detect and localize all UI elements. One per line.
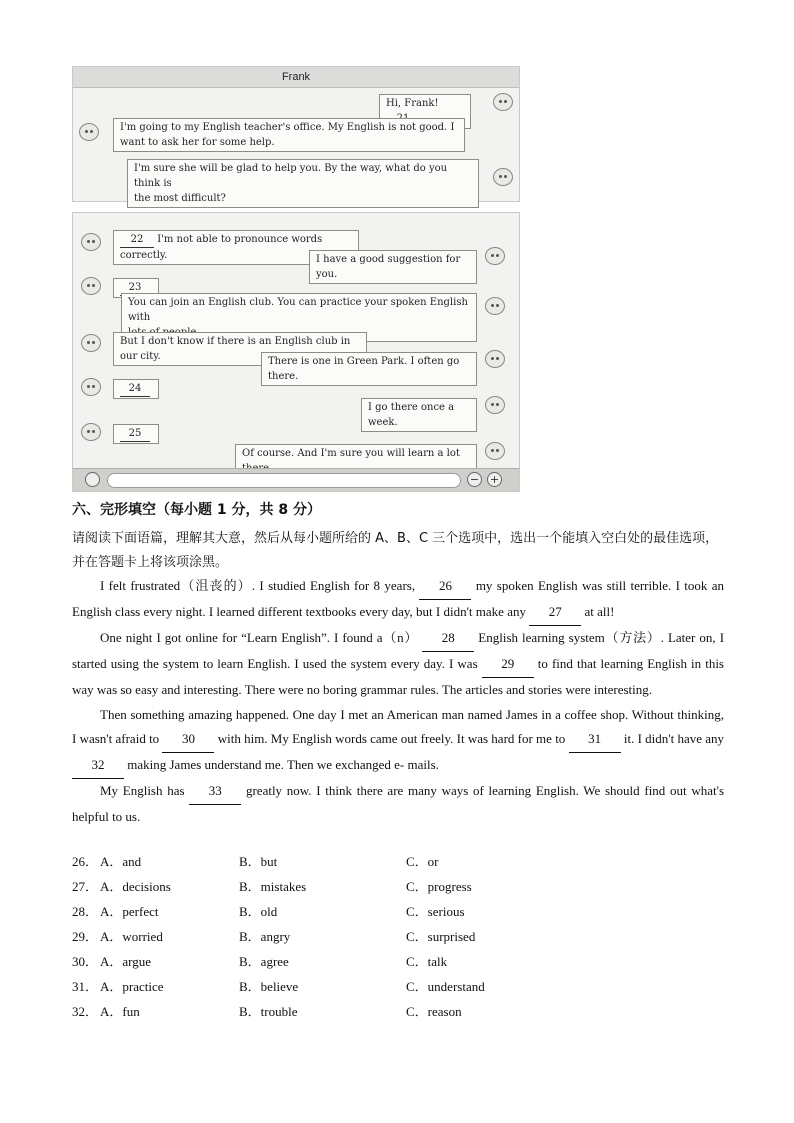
user-avatar-icon — [81, 423, 101, 441]
option-c: C．or — [406, 854, 439, 869]
option-a: A．decisions — [100, 879, 171, 894]
option-b: B．mistakes — [239, 879, 307, 894]
section-heading: 六、完形填空（每小题 1 分，共 8 分） — [72, 502, 321, 518]
message-green-park: There is one in Green Park. I often go there. — [261, 352, 477, 386]
passage-text: Then something amazing happened. One day I met an American man named James in a coffee shop. Without thinking, I wasn't afraid to — [72, 706, 724, 747]
message-blank-24 — [113, 379, 159, 399]
option-c: C．progress — [406, 879, 472, 894]
message-teacher-office — [113, 118, 465, 152]
answer-blank-23: 23 — [120, 280, 150, 296]
user-avatar-icon — [79, 123, 99, 141]
message-line: want to ask her for some help. — [120, 137, 275, 148]
option-b: B．angry — [239, 929, 291, 944]
option-b: B．agree — [239, 954, 289, 969]
answer-blank-31: 31 — [569, 727, 621, 753]
answer-blank-28: 28 — [422, 626, 474, 652]
option-b: B．but — [239, 854, 278, 869]
option-c: C．reason — [406, 1004, 462, 1019]
user-avatar-icon — [81, 277, 101, 295]
frank-avatar-icon — [493, 168, 513, 186]
question-number: 27． — [72, 879, 99, 894]
message-blank-25 — [113, 424, 159, 444]
paragraph-4 — [72, 779, 724, 830]
option-c: C．talk — [406, 954, 448, 969]
option-a: A．worried — [100, 929, 163, 944]
option-a: A．practice — [100, 979, 164, 994]
option-c: C．surprised — [406, 929, 476, 944]
passage-text: My English has — [100, 783, 185, 799]
answer-blank-33: 33 — [189, 779, 241, 805]
passage-text: I felt frustrated（沮丧的）. I studied English for 8 years, — [100, 578, 416, 593]
chat-screenshot-1 — [72, 66, 520, 202]
answer-blank-27: 27 — [529, 600, 581, 626]
answer-blank-30: 30 — [162, 727, 214, 753]
user-avatar-icon — [81, 334, 101, 352]
passage-text: making James understand me. Then we exchanged e- mails. — [127, 757, 439, 773]
option-b: B．trouble — [239, 1004, 298, 1019]
question-number: 30． — [72, 954, 99, 969]
frank-avatar-icon — [485, 247, 505, 265]
paragraph-3 — [72, 703, 724, 780]
answer-blank-24: 24 — [120, 381, 150, 397]
passage-text: English learning system（方法）. Later on, I started using the system to learn English. I used the system every day. I was — [72, 629, 725, 671]
frank-avatar-icon — [485, 442, 505, 460]
frank-avatar-icon — [485, 350, 505, 368]
answer-blank-26: 26 — [419, 574, 471, 600]
option-a: A．argue — [100, 954, 152, 969]
option-b: B．old — [239, 904, 278, 919]
option-a: A．perfect — [100, 904, 159, 919]
message-suggestion: I have a good suggestion for you. — [309, 250, 477, 284]
message-text: Hi, Frank! — [386, 98, 439, 109]
frank-avatar-icon — [485, 297, 505, 315]
question-number: 26． — [72, 854, 99, 869]
question-number: 31． — [72, 979, 99, 994]
cloze-passage — [72, 574, 724, 830]
paragraph-2 — [72, 626, 724, 703]
message-once-a-week: I go there once a week. — [361, 398, 477, 432]
minus-button[interactable]: − — [467, 472, 482, 487]
message-of-course: Of course. And I'm sure you will learn a lot — [235, 444, 477, 478]
message-input[interactable] — [107, 473, 461, 488]
answer-blank-32: 32 — [72, 753, 124, 779]
option-b: B．believe — [239, 979, 299, 994]
message-glad-to-help — [127, 159, 479, 208]
message-line: I'm sure she will be glad to help you. By the way, what do you think is — [134, 163, 448, 189]
passage-text: greatly now. I think there are many ways of learning English. We should find out what's helpful to us. — [72, 783, 725, 825]
user-avatar-icon — [81, 378, 101, 396]
option-c: C．understand — [406, 979, 485, 994]
frank-avatar-icon — [485, 396, 505, 414]
chat-screenshot-2 — [72, 212, 520, 492]
emoji-icon[interactable] — [85, 472, 100, 487]
answer-blank-25: 25 — [120, 426, 150, 442]
passage-text: to find that learning English in this way was so easy and interesting. There were no boring grammar rules. The articles and stories were interesting. — [72, 655, 724, 697]
answer-blank-29: 29 — [482, 652, 534, 678]
question-number: 32． — [72, 1004, 99, 1019]
chat-title: Frank — [73, 67, 519, 88]
passage-text: at all! — [584, 603, 615, 619]
message-text: I'm not able to pronounce words correctly. — [120, 234, 323, 261]
message-dont-know-club: But I don't know if there is an English club in our city. — [113, 332, 367, 366]
option-a: A．and — [100, 854, 142, 869]
user-avatar-icon — [81, 233, 101, 251]
question-number: 28． — [72, 904, 99, 919]
option-a: A．fun — [100, 1004, 140, 1019]
passage-text: One night I got online for “Learn English”. I found a（n） — [100, 629, 419, 645]
question-number: 29． — [72, 929, 99, 944]
frank-avatar-icon — [493, 93, 513, 111]
passage-text: my spoken English was still terrible. I took an English class every night. I learned different textbooks every day, but I didn't make any — [72, 578, 725, 619]
message-line: the most difficult? — [134, 193, 226, 204]
message-line: You can join an English club. You can practice your spoken English with — [128, 297, 468, 323]
passage-text: it. I didn't have any — [623, 731, 725, 747]
answer-blank-22: 22 — [120, 232, 154, 248]
paragraph-1 — [72, 574, 724, 626]
option-c: C．serious — [406, 904, 465, 919]
passage-text: with him. My English words came out freely. It was hard for me to — [217, 731, 566, 747]
chat-input-bar — [73, 468, 519, 491]
message-line: I'm going to my English teacher's office. My English is not good. I — [120, 122, 455, 133]
plus-button[interactable]: + — [487, 472, 502, 487]
section-instruction: 请阅读下面语篇，理解其大意，然后从每小题所给的 A、B、C 三个选项中，选出一个能填入空白处的最佳选项，并在答题卡上将该项涂黑。 — [72, 531, 719, 570]
